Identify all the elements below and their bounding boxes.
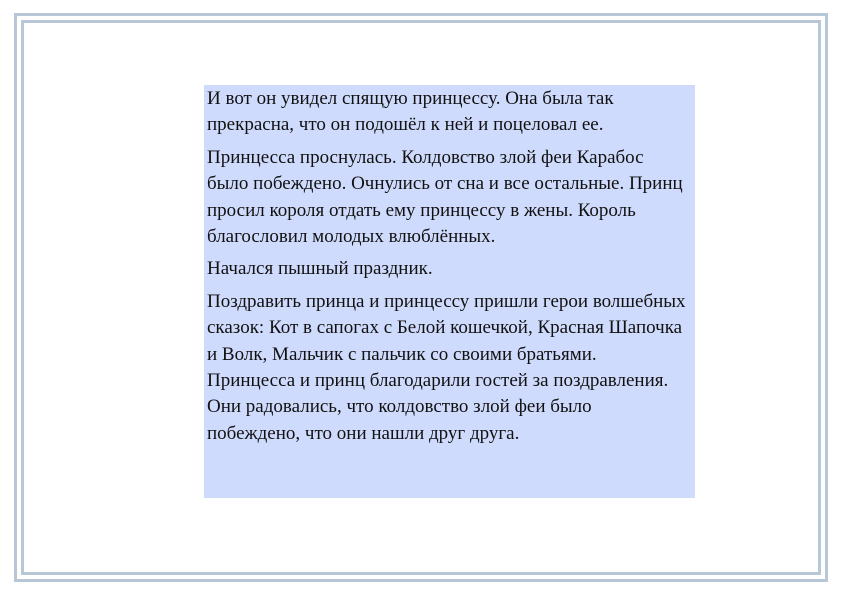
- paragraph-3: Начался пышный праздник.: [207, 258, 433, 280]
- paragraph-2: Принцесса проснулась. Колдовство злой феи Карабос было побеждено. Очнулись от сна и все остальные. Принц просил короля отдать ему принцессу в жены. Король благословил молодых влюблённых.: [207, 146, 683, 248]
- story-text-box: [204, 85, 695, 498]
- paragraph-1: И вот он увидел спящую принцессу. Она была так прекрасна, что он подошёл к ней и поцеловал ее.: [207, 88, 614, 136]
- paragraph-4: Поздравить принца и принцессу пришли герои волшебных сказок: Кот в сапогах с Белой кошечкой, Красная Шапочка и Волк, Мальчик с пальчик со своими братьями. Принцесса и принц благодарили гостей за поздравления. Они радовались, что колдовство злой феи было побеждено, что они нашли друг друга.: [207, 290, 686, 444]
